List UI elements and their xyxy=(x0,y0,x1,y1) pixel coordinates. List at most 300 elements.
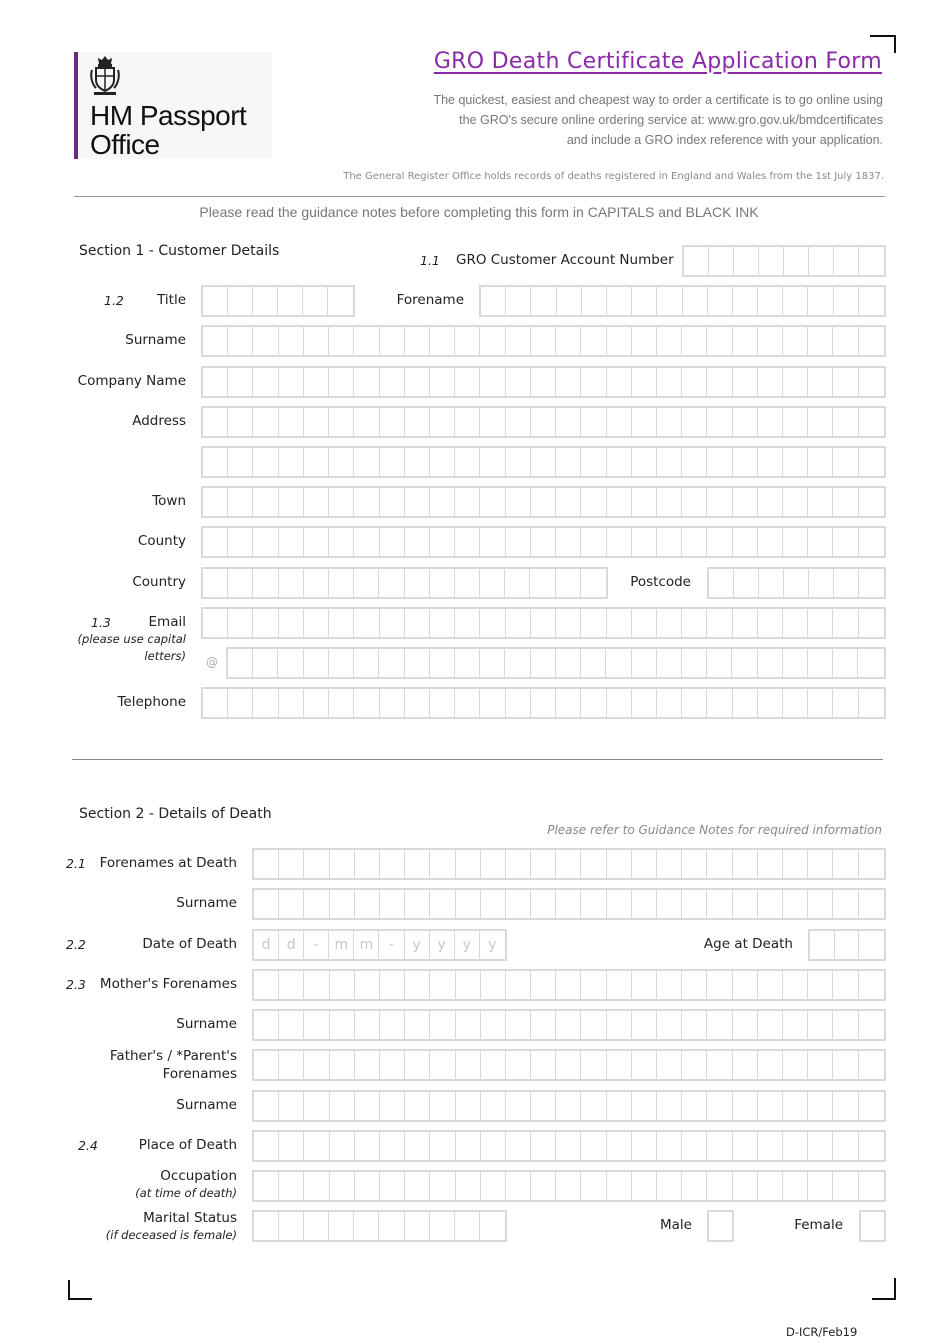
input-cell[interactable] xyxy=(707,408,732,436)
date-cell[interactable]: - xyxy=(379,931,404,959)
input-cell[interactable] xyxy=(859,1011,884,1039)
input-cell[interactable] xyxy=(833,368,858,396)
input-cell[interactable] xyxy=(480,609,505,637)
input-cell[interactable] xyxy=(808,1011,833,1039)
input-cell[interactable] xyxy=(833,327,858,355)
input-cell[interactable] xyxy=(355,971,380,999)
input-cell[interactable] xyxy=(707,488,732,516)
input-cell[interactable] xyxy=(304,327,329,355)
input-cell[interactable] xyxy=(758,1172,783,1200)
input-cell[interactable] xyxy=(279,1092,304,1120)
input-cell[interactable] xyxy=(657,689,682,717)
input-cell[interactable] xyxy=(632,971,657,999)
input-cell[interactable] xyxy=(733,1011,758,1039)
input-cell[interactable] xyxy=(506,1132,531,1160)
input-cell[interactable] xyxy=(733,1132,758,1160)
input-cell[interactable] xyxy=(531,1092,556,1120)
input-cell[interactable] xyxy=(456,850,481,878)
input-cell[interactable] xyxy=(707,890,732,918)
input-cell[interactable] xyxy=(859,1172,884,1200)
input-cell[interactable] xyxy=(279,1212,304,1240)
input-cell[interactable] xyxy=(228,488,253,516)
input-cell[interactable] xyxy=(405,528,430,556)
input-cell[interactable] xyxy=(405,1092,430,1120)
input-cell[interactable] xyxy=(505,569,530,597)
date-cell[interactable]: m xyxy=(329,931,354,959)
input-cell[interactable] xyxy=(581,971,606,999)
input-cell[interactable] xyxy=(380,528,405,556)
input-cell[interactable] xyxy=(330,1132,355,1160)
input-cell[interactable] xyxy=(556,528,581,556)
input-cell[interactable] xyxy=(405,850,430,878)
input-cell[interactable] xyxy=(480,689,505,717)
input-cell[interactable] xyxy=(379,649,404,677)
input-cell[interactable] xyxy=(354,408,379,436)
date-cell[interactable]: d xyxy=(279,931,304,959)
input-cell[interactable] xyxy=(859,528,884,556)
input-cell[interactable] xyxy=(405,448,430,476)
input-cell[interactable] xyxy=(355,1092,380,1120)
input-cell[interactable] xyxy=(430,528,455,556)
input-cell[interactable] xyxy=(506,689,531,717)
input-cell[interactable] xyxy=(682,689,707,717)
input-cell[interactable] xyxy=(203,368,228,396)
input-cell[interactable] xyxy=(531,408,556,436)
input-cell[interactable] xyxy=(455,528,480,556)
input-cell[interactable] xyxy=(506,448,531,476)
input-cell[interactable] xyxy=(253,488,278,516)
input-cell[interactable] xyxy=(859,327,884,355)
date-cell[interactable]: m xyxy=(354,931,379,959)
input-cell[interactable] xyxy=(279,448,304,476)
input-cell[interactable] xyxy=(833,890,858,918)
input-cell[interactable] xyxy=(682,609,707,637)
input-cell[interactable] xyxy=(709,1212,732,1240)
input-cell[interactable] xyxy=(228,649,253,677)
input-cell[interactable] xyxy=(682,649,707,677)
input-cell[interactable] xyxy=(682,1132,707,1160)
input-cell[interactable] xyxy=(859,1051,884,1079)
input-cell[interactable] xyxy=(783,609,808,637)
input-cell[interactable] xyxy=(481,287,506,315)
input-cell[interactable] xyxy=(734,569,759,597)
input-cell[interactable] xyxy=(254,1132,279,1160)
input-cell[interactable] xyxy=(709,247,734,275)
input-cell[interactable] xyxy=(808,287,833,315)
input-cell[interactable] xyxy=(405,408,430,436)
mothers-forenames-field[interactable] xyxy=(252,969,886,1001)
input-cell[interactable] xyxy=(531,850,556,878)
input-cell[interactable] xyxy=(531,448,556,476)
input-cell[interactable] xyxy=(607,609,632,637)
input-cell[interactable] xyxy=(329,689,354,717)
input-cell[interactable] xyxy=(581,689,606,717)
input-cell[interactable] xyxy=(531,1051,556,1079)
input-cell[interactable] xyxy=(506,287,531,315)
input-cell[interactable] xyxy=(556,1011,581,1039)
email-line-1-field[interactable] xyxy=(201,607,886,639)
input-cell[interactable] xyxy=(707,1011,732,1039)
input-cell[interactable] xyxy=(405,649,430,677)
input-cell[interactable] xyxy=(632,689,657,717)
input-cell[interactable] xyxy=(682,368,707,396)
input-cell[interactable] xyxy=(707,689,732,717)
input-cell[interactable] xyxy=(304,1011,329,1039)
input-cell[interactable] xyxy=(834,569,859,597)
title-field[interactable] xyxy=(201,285,355,317)
input-cell[interactable] xyxy=(278,287,303,315)
input-cell[interactable] xyxy=(733,850,758,878)
input-cell[interactable] xyxy=(531,689,556,717)
input-cell[interactable] xyxy=(355,1172,380,1200)
input-cell[interactable] xyxy=(682,448,707,476)
input-cell[interactable] xyxy=(304,890,329,918)
input-cell[interactable] xyxy=(480,488,505,516)
input-cell[interactable] xyxy=(758,890,783,918)
input-cell[interactable] xyxy=(203,327,228,355)
input-cell[interactable] xyxy=(833,488,858,516)
input-cell[interactable] xyxy=(607,1051,632,1079)
input-cell[interactable] xyxy=(405,1051,430,1079)
input-cell[interactable] xyxy=(632,1051,657,1079)
input-cell[interactable] xyxy=(531,971,556,999)
input-cell[interactable] xyxy=(556,689,581,717)
input-cell[interactable] xyxy=(480,327,505,355)
input-cell[interactable] xyxy=(833,1011,858,1039)
input-cell[interactable] xyxy=(506,368,531,396)
input-cell[interactable] xyxy=(759,569,784,597)
input-cell[interactable] xyxy=(506,971,531,999)
input-cell[interactable] xyxy=(455,368,480,396)
input-cell[interactable] xyxy=(783,448,808,476)
input-cell[interactable] xyxy=(506,327,531,355)
input-cell[interactable] xyxy=(405,488,430,516)
input-cell[interactable] xyxy=(632,528,657,556)
input-cell[interactable] xyxy=(531,649,556,677)
input-cell[interactable] xyxy=(808,1172,833,1200)
account-number-field[interactable] xyxy=(682,245,886,277)
input-cell[interactable] xyxy=(279,528,304,556)
input-cell[interactable] xyxy=(808,609,833,637)
input-cell[interactable] xyxy=(733,287,758,315)
input-cell[interactable] xyxy=(657,448,682,476)
input-cell[interactable] xyxy=(833,850,858,878)
input-cell[interactable] xyxy=(253,569,278,597)
input-cell[interactable] xyxy=(279,569,304,597)
input-cell[interactable] xyxy=(379,1212,404,1240)
input-cell[interactable] xyxy=(330,1011,355,1039)
input-cell[interactable] xyxy=(859,890,884,918)
input-cell[interactable] xyxy=(456,1092,481,1120)
input-cell[interactable] xyxy=(304,649,329,677)
input-cell[interactable] xyxy=(455,609,480,637)
input-cell[interactable] xyxy=(758,609,783,637)
input-cell[interactable] xyxy=(581,408,606,436)
input-cell[interactable] xyxy=(355,1132,380,1160)
input-cell[interactable] xyxy=(632,287,657,315)
postcode-field[interactable] xyxy=(707,567,886,599)
input-cell[interactable] xyxy=(330,1051,355,1079)
input-cell[interactable] xyxy=(354,327,379,355)
input-cell[interactable] xyxy=(783,327,808,355)
input-cell[interactable] xyxy=(834,287,859,315)
input-cell[interactable] xyxy=(228,327,253,355)
input-cell[interactable] xyxy=(355,850,380,878)
input-cell[interactable] xyxy=(480,649,505,677)
input-cell[interactable] xyxy=(758,287,783,315)
input-cell[interactable] xyxy=(304,850,329,878)
input-cell[interactable] xyxy=(279,488,304,516)
input-cell[interactable] xyxy=(304,569,329,597)
input-cell[interactable] xyxy=(783,890,808,918)
input-cell[interactable] xyxy=(783,850,808,878)
input-cell[interactable] xyxy=(304,971,329,999)
input-cell[interactable] xyxy=(481,971,506,999)
input-cell[interactable] xyxy=(733,1172,758,1200)
input-cell[interactable] xyxy=(481,1172,506,1200)
input-cell[interactable] xyxy=(279,971,304,999)
input-cell[interactable] xyxy=(380,448,405,476)
input-cell[interactable] xyxy=(303,287,328,315)
input-cell[interactable] xyxy=(607,287,632,315)
input-cell[interactable] xyxy=(808,1092,833,1120)
input-cell[interactable] xyxy=(279,1011,304,1039)
input-cell[interactable] xyxy=(682,1172,707,1200)
input-cell[interactable] xyxy=(203,528,228,556)
forename-field[interactable] xyxy=(479,285,886,317)
input-cell[interactable] xyxy=(707,1092,732,1120)
input-cell[interactable] xyxy=(858,649,883,677)
input-cell[interactable] xyxy=(480,408,505,436)
input-cell[interactable] xyxy=(531,890,556,918)
input-cell[interactable] xyxy=(733,890,758,918)
input-cell[interactable] xyxy=(405,609,430,637)
input-cell[interactable] xyxy=(707,528,732,556)
input-cell[interactable] xyxy=(430,448,455,476)
input-cell[interactable] xyxy=(531,1011,556,1039)
input-cell[interactable] xyxy=(707,1132,732,1160)
input-cell[interactable] xyxy=(557,287,582,315)
input-cell[interactable] xyxy=(707,1051,732,1079)
input-cell[interactable] xyxy=(581,1092,606,1120)
input-cell[interactable] xyxy=(682,408,707,436)
input-cell[interactable] xyxy=(607,689,632,717)
input-cell[interactable] xyxy=(556,1172,581,1200)
input-cell[interactable] xyxy=(531,287,556,315)
input-cell[interactable] xyxy=(253,649,278,677)
input-cell[interactable] xyxy=(481,1092,506,1120)
input-cell[interactable] xyxy=(758,488,783,516)
input-cell[interactable] xyxy=(228,528,253,556)
death-surname-field[interactable] xyxy=(252,888,886,920)
input-cell[interactable] xyxy=(859,287,884,315)
input-cell[interactable] xyxy=(758,1051,783,1079)
input-cell[interactable] xyxy=(380,890,405,918)
input-cell[interactable] xyxy=(859,448,884,476)
input-cell[interactable] xyxy=(733,408,758,436)
input-cell[interactable] xyxy=(581,569,606,597)
input-cell[interactable] xyxy=(253,287,278,315)
input-cell[interactable] xyxy=(632,890,657,918)
input-cell[interactable] xyxy=(833,1172,858,1200)
input-cell[interactable] xyxy=(733,1051,758,1079)
input-cell[interactable] xyxy=(254,850,279,878)
input-cell[interactable] xyxy=(859,1092,884,1120)
input-cell[interactable] xyxy=(380,850,405,878)
input-cell[interactable] xyxy=(506,408,531,436)
input-cell[interactable] xyxy=(708,287,733,315)
input-cell[interactable] xyxy=(455,327,480,355)
input-cell[interactable] xyxy=(833,649,858,677)
input-cell[interactable] xyxy=(859,850,884,878)
input-cell[interactable] xyxy=(556,649,581,677)
input-cell[interactable] xyxy=(380,1172,405,1200)
input-cell[interactable] xyxy=(430,1051,455,1079)
input-cell[interactable] xyxy=(581,609,606,637)
input-cell[interactable] xyxy=(254,1172,279,1200)
input-cell[interactable] xyxy=(480,448,505,476)
input-cell[interactable] xyxy=(304,1132,329,1160)
input-cell[interactable] xyxy=(808,971,833,999)
input-cell[interactable] xyxy=(759,247,784,275)
input-cell[interactable] xyxy=(355,1051,380,1079)
input-cell[interactable] xyxy=(556,408,581,436)
input-cell[interactable] xyxy=(203,287,228,315)
input-cell[interactable] xyxy=(733,327,758,355)
input-cell[interactable] xyxy=(456,1051,481,1079)
input-cell[interactable] xyxy=(657,368,682,396)
input-cell[interactable] xyxy=(354,528,379,556)
input-cell[interactable] xyxy=(657,287,682,315)
input-cell[interactable] xyxy=(480,368,505,396)
forenames-at-death-field[interactable] xyxy=(252,848,886,880)
input-cell[interactable] xyxy=(506,1051,531,1079)
input-cell[interactable] xyxy=(556,368,581,396)
input-cell[interactable] xyxy=(506,850,531,878)
input-cell[interactable] xyxy=(203,569,228,597)
input-cell[interactable] xyxy=(380,408,405,436)
input-cell[interactable] xyxy=(683,287,708,315)
input-cell[interactable] xyxy=(581,528,606,556)
input-cell[interactable] xyxy=(480,569,505,597)
input-cell[interactable] xyxy=(405,890,430,918)
input-cell[interactable] xyxy=(430,971,455,999)
input-cell[interactable] xyxy=(808,408,833,436)
input-cell[interactable] xyxy=(506,609,531,637)
input-cell[interactable] xyxy=(833,1051,858,1079)
input-cell[interactable] xyxy=(859,247,884,275)
input-cell[interactable] xyxy=(531,1172,556,1200)
input-cell[interactable] xyxy=(405,368,430,396)
town-field[interactable] xyxy=(201,486,886,518)
input-cell[interactable] xyxy=(657,1172,682,1200)
input-cell[interactable] xyxy=(304,609,329,637)
input-cell[interactable] xyxy=(682,488,707,516)
input-cell[interactable] xyxy=(733,1092,758,1120)
input-cell[interactable] xyxy=(733,488,758,516)
input-cell[interactable] xyxy=(304,528,329,556)
input-cell[interactable] xyxy=(354,569,379,597)
input-cell[interactable] xyxy=(380,368,405,396)
input-cell[interactable] xyxy=(531,368,556,396)
input-cell[interactable] xyxy=(354,1212,379,1240)
input-cell[interactable] xyxy=(632,649,657,677)
input-cell[interactable] xyxy=(354,488,379,516)
input-cell[interactable] xyxy=(556,1092,581,1120)
input-cell[interactable] xyxy=(607,890,632,918)
input-cell[interactable] xyxy=(810,931,835,959)
input-cell[interactable] xyxy=(330,890,355,918)
input-cell[interactable] xyxy=(379,569,404,597)
input-cell[interactable] xyxy=(607,1172,632,1200)
company-name-field[interactable] xyxy=(201,366,886,398)
input-cell[interactable] xyxy=(228,408,253,436)
input-cell[interactable] xyxy=(355,890,380,918)
input-cell[interactable] xyxy=(253,528,278,556)
input-cell[interactable] xyxy=(279,368,304,396)
input-cell[interactable] xyxy=(380,327,405,355)
date-of-death-field[interactable] xyxy=(252,929,507,961)
input-cell[interactable] xyxy=(707,850,732,878)
input-cell[interactable] xyxy=(783,971,808,999)
input-cell[interactable] xyxy=(203,488,228,516)
input-cell[interactable] xyxy=(657,1011,682,1039)
input-cell[interactable] xyxy=(330,971,355,999)
input-cell[interactable] xyxy=(607,488,632,516)
input-cell[interactable] xyxy=(607,850,632,878)
input-cell[interactable] xyxy=(556,1051,581,1079)
input-cell[interactable] xyxy=(304,1172,329,1200)
input-cell[interactable] xyxy=(455,1212,480,1240)
input-cell[interactable] xyxy=(203,448,228,476)
input-cell[interactable] xyxy=(279,609,304,637)
input-cell[interactable] xyxy=(278,649,303,677)
male-checkbox[interactable] xyxy=(707,1210,734,1242)
input-cell[interactable] xyxy=(430,890,455,918)
form-title[interactable]: GRO Death Certificate Application Form xyxy=(433,49,882,74)
input-cell[interactable] xyxy=(405,1132,430,1160)
input-cell[interactable] xyxy=(329,368,354,396)
input-cell[interactable] xyxy=(632,488,657,516)
input-cell[interactable] xyxy=(833,971,858,999)
input-cell[interactable] xyxy=(606,649,631,677)
input-cell[interactable] xyxy=(607,1092,632,1120)
input-cell[interactable] xyxy=(304,368,329,396)
input-cell[interactable] xyxy=(228,569,253,597)
country-field[interactable] xyxy=(201,567,608,599)
input-cell[interactable] xyxy=(835,931,860,959)
input-cell[interactable] xyxy=(784,569,809,597)
input-cell[interactable] xyxy=(456,971,481,999)
date-cell[interactable]: - xyxy=(304,931,329,959)
input-cell[interactable] xyxy=(329,569,354,597)
input-cell[interactable] xyxy=(834,247,859,275)
input-cell[interactable] xyxy=(530,569,555,597)
input-cell[interactable] xyxy=(783,1051,808,1079)
input-cell[interactable] xyxy=(430,1212,455,1240)
email-line-2-field[interactable] xyxy=(226,647,886,679)
input-cell[interactable] xyxy=(682,1051,707,1079)
input-cell[interactable] xyxy=(783,689,808,717)
input-cell[interactable] xyxy=(607,327,632,355)
input-cell[interactable] xyxy=(833,609,858,637)
input-cell[interactable] xyxy=(733,368,758,396)
input-cell[interactable] xyxy=(203,689,228,717)
input-cell[interactable] xyxy=(505,649,530,677)
input-cell[interactable] xyxy=(758,649,783,677)
input-cell[interactable] xyxy=(808,368,833,396)
input-cell[interactable] xyxy=(657,488,682,516)
